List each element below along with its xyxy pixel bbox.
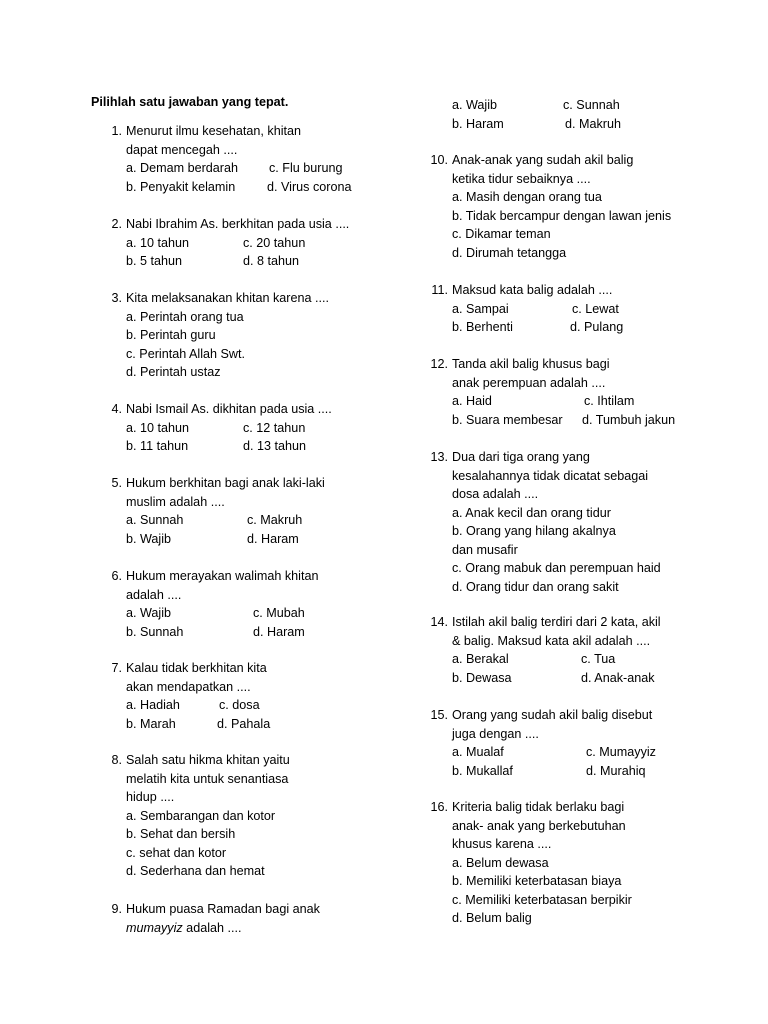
option-b: b. Wajib (126, 531, 172, 546)
option-a: a. Belum dewasa (452, 855, 549, 870)
option-d: d. Orang tidur dan orang sakit (452, 579, 619, 594)
question-text: Maksud kata balig adalah .... (452, 283, 613, 297)
option-d: d. Dirumah tetangga (452, 245, 567, 260)
question-number: 1. (111, 124, 122, 138)
option-c: c. Makruh (247, 513, 303, 527)
question-text: Dua dari tiga orang yang (452, 450, 590, 464)
question-number: 14. (430, 615, 448, 629)
option-d: d. Virus corona (267, 179, 352, 194)
option-c: c. dosa (219, 698, 260, 712)
question-text: muslim adalah .... (126, 494, 225, 509)
option-a: a. Sunnah (126, 513, 184, 527)
option-d: d. Sederhana dan hemat (126, 864, 265, 878)
option-a: a. Mualaf (452, 745, 504, 759)
option-a: a. Haid (452, 394, 492, 408)
question-text: Hukum berkhitan bagi anak laki-laki (126, 476, 325, 490)
option-b: b. 11 tahun (126, 439, 189, 453)
option-c: c. 12 tahun (243, 420, 306, 435)
option-a: a. Perintah orang tua (126, 309, 244, 324)
question-text: Anak-anak yang sudah akil balig (452, 153, 634, 167)
question-text: Salah satu hikma khitan yaitu (126, 753, 290, 767)
question-number: 9. (111, 902, 122, 916)
option-b: b. Perintah guru (126, 328, 216, 342)
option-c: c. Ihtilam (584, 394, 635, 408)
option-a: a. Wajib (126, 606, 172, 620)
option-a: a. Hadiah (126, 698, 180, 712)
option-a: a. Sampai (452, 301, 509, 316)
question-text: anak- anak yang berkebutuhan (452, 818, 626, 833)
question-number: 8. (111, 753, 122, 767)
question-number: 16. (430, 800, 448, 814)
option-d: d. Anak-anak (581, 670, 655, 685)
option-b: b. 5 tahun (126, 254, 183, 268)
question-text: hidup .... (126, 790, 175, 804)
option-d: d. Haram (253, 624, 305, 639)
question-text: dosa adalah .... (452, 487, 539, 501)
option-b-continued: dan musafir (452, 542, 518, 557)
option-a: a. 10 tahun (126, 420, 190, 435)
option-b: b. Haram (452, 116, 504, 131)
question-text: kesalahannya tidak dicatat sebagai (452, 468, 649, 483)
option-c: c. Dikamar teman (452, 227, 551, 241)
option-b: b. Dewasa (452, 670, 512, 685)
option-d: d. Pulang (570, 320, 624, 334)
question-number: 7. (111, 661, 122, 675)
option-a: a. Anak kecil dan orang tidur (452, 505, 611, 520)
option-d: d. 8 tahun (243, 254, 300, 268)
option-c: c. Perintah Allah Swt. (126, 346, 246, 361)
option-b: b. Penyakit kelamin (126, 179, 236, 194)
question-text: & balig. Maksud kata akil adalah .... (452, 633, 651, 648)
question-text: Orang yang sudah akil balig disebut (452, 708, 653, 722)
option-c: c. Lewat (572, 301, 619, 316)
option-d: d. 13 tahun (243, 439, 307, 453)
option-d: d. Pahala (217, 716, 271, 731)
question-text: melatih kita untuk senantiasa (126, 771, 289, 786)
option-a: a. Masih dengan orang tua (452, 190, 602, 204)
question-text: Nabi Ismail As. dikhitan pada usia .... (126, 402, 332, 416)
option-b: b. Mukallaf (452, 763, 513, 778)
question-text-rest: adalah .... (182, 920, 242, 935)
question-text: Kriteria balig tidak berlaku bagi (452, 800, 625, 814)
question-text: Hukum puasa Ramadan bagi anak (126, 902, 320, 916)
question-text: dapat mencegah .... (126, 142, 238, 157)
question-text: Menurut ilmu kesehatan, khitan (126, 124, 302, 138)
question-text: juga dengan .... (452, 726, 539, 741)
question-text-line-2 (126, 919, 391, 938)
question-number: 2. (111, 217, 122, 231)
option-a: a. Wajib (452, 98, 498, 112)
instruction-heading: Pilihlah satu jawaban yang tepat. (91, 95, 289, 109)
option-d: d. Murahiq (586, 763, 646, 778)
option-d: d. Makruh (565, 116, 621, 131)
question-text: Tanda akil balig khusus bagi (452, 357, 610, 371)
option-a: a. Demam berdarah (126, 161, 238, 175)
question-text: Kita melaksanakan khitan karena .... (126, 291, 330, 305)
option-b: b. Marah (126, 716, 176, 731)
option-b: b. Suara membesar (452, 412, 563, 427)
option-b: b. Orang yang hilang akalnya (452, 524, 616, 538)
option-b: b. Tidak bercampur dengan lawan jenis (452, 208, 672, 223)
question-text: ketika tidur sebaiknya .... (452, 171, 591, 186)
option-d: d. Tumbuh jakun (582, 412, 676, 427)
option-c: c. Memiliki keterbatasan berpikir (452, 892, 632, 907)
option-d: d. Belum balig (452, 911, 532, 925)
option-a: a. Sembarangan dan kotor (126, 808, 276, 823)
question-text: Istilah akil balig terdiri dari 2 kata, akil (452, 615, 661, 629)
question-number: 5. (111, 476, 122, 490)
question-number: 11. (431, 283, 448, 297)
question-text: Nabi Ibrahim As. berkhitan pada usia .... (126, 217, 350, 231)
option-a: a. Berakal (452, 652, 509, 666)
question-number: 4. (111, 402, 122, 416)
option-c: c. Sunnah (563, 98, 620, 112)
question-number: 13. (430, 450, 448, 464)
option-b: b. Berhenti (452, 320, 513, 334)
question-text: Kalau tidak berkhitan kita (126, 661, 267, 675)
question-number: 12. (430, 357, 448, 371)
question-text: akan mendapatkan .... (126, 679, 251, 694)
option-c: c. Tua (581, 652, 616, 666)
question-number: 15. (430, 708, 448, 722)
option-b: b. Sehat dan bersih (126, 827, 236, 841)
option-b: b. Sunnah (126, 624, 184, 639)
option-b: b. Memiliki keterbatasan biaya (452, 874, 622, 888)
option-c: c. 20 tahun (243, 235, 306, 250)
option-c: c. Flu burung (269, 161, 343, 175)
question-text: khusus karena .... (452, 837, 552, 851)
option-a: a. 10 tahun (126, 235, 190, 250)
option-d: d. Perintah ustaz (126, 365, 221, 379)
question-number: 10. (430, 153, 448, 167)
option-c: c. Orang mabuk dan perempuan haid (452, 561, 661, 575)
option-c: c. Mumayyiz (586, 745, 656, 759)
question-text: Hukum merayakan walimah khitan (126, 569, 319, 583)
option-c: c. Mubah (253, 606, 305, 620)
option-d: d. Haram (247, 531, 299, 546)
question-text: adalah .... (126, 587, 182, 602)
question-number: 3. (111, 291, 122, 305)
italic-term: mumayyiz (126, 920, 183, 935)
question-number: 6. (111, 569, 122, 583)
question-text: anak perempuan adalah .... (452, 375, 606, 390)
option-c: c. sehat dan kotor (126, 845, 227, 860)
